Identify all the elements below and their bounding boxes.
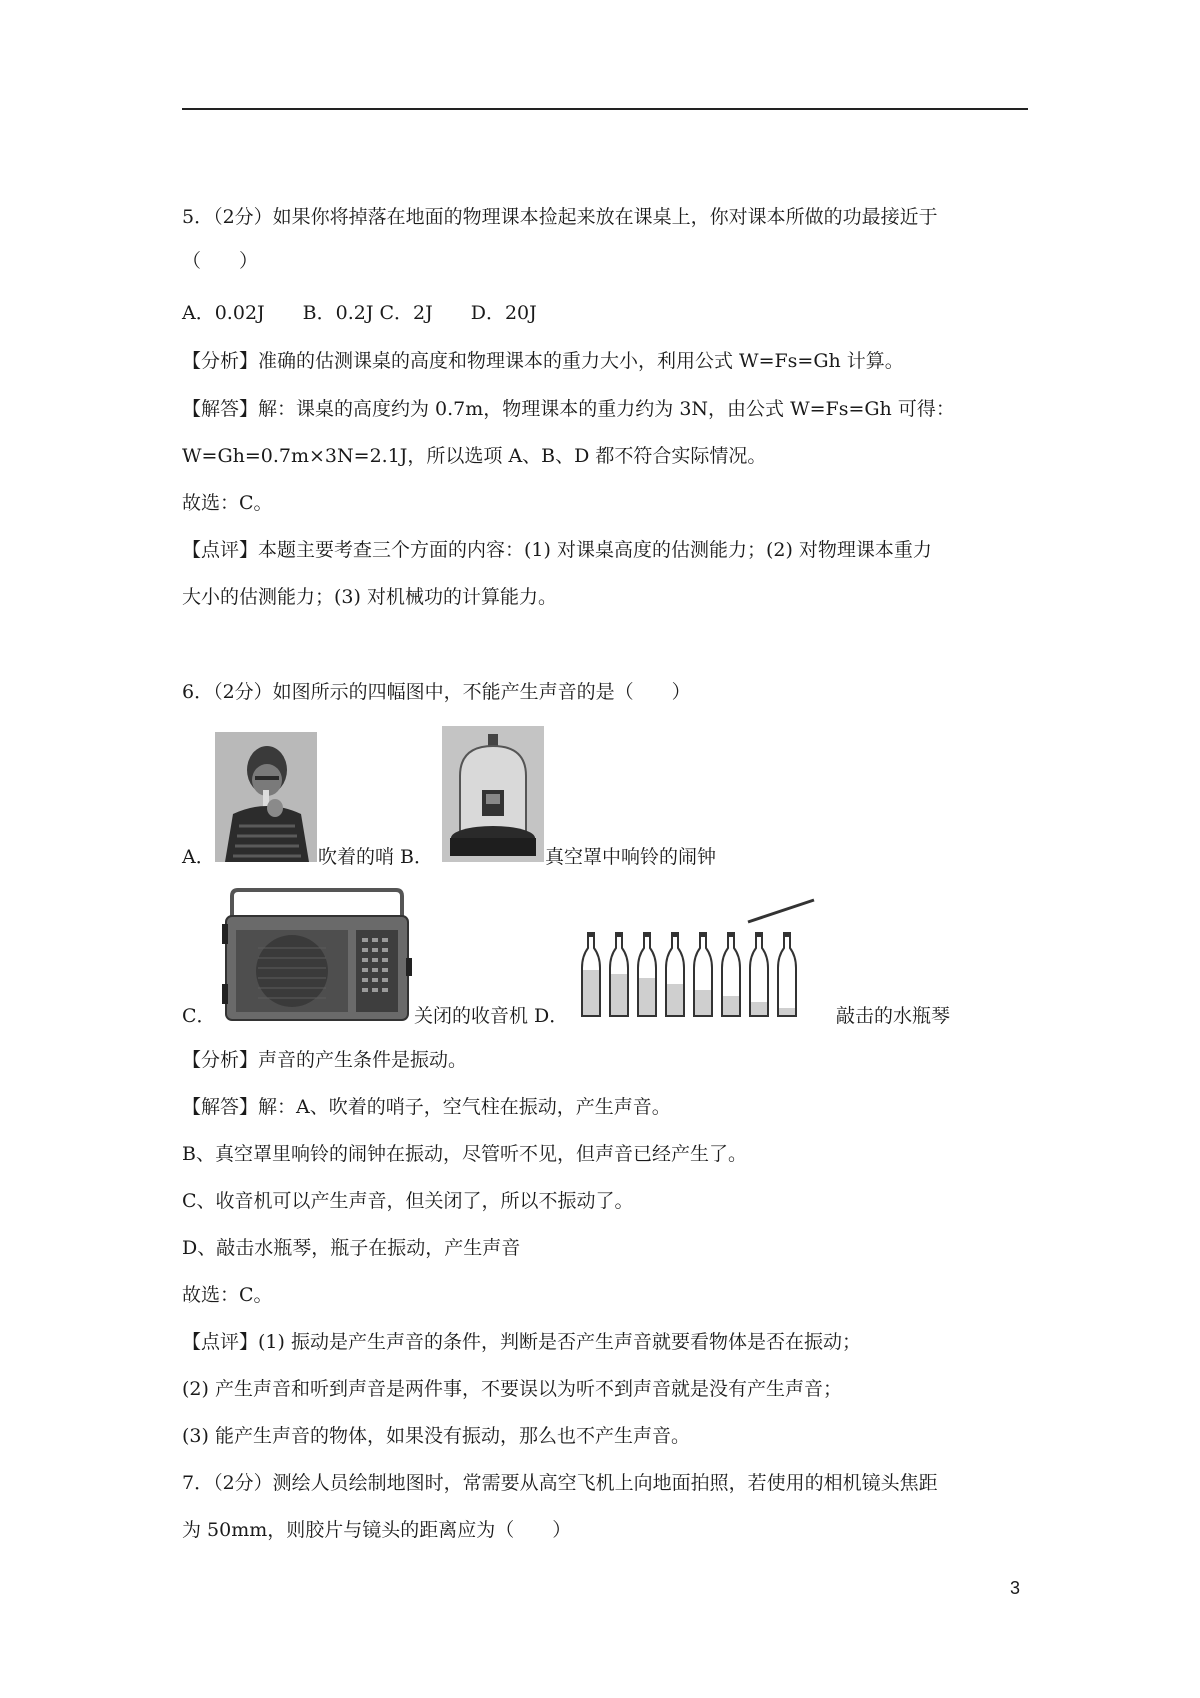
q5-stem-line2: （ ） [182, 250, 259, 272]
q7-stem-line2: 为 50mm，则胶片与镜头的距离应为（ ） [182, 1519, 572, 1541]
q6-option-c-letter: C． [182, 1005, 216, 1027]
q5-options: A．0.02J B．0.2J C．2J D．20J [182, 302, 537, 324]
q6-option-a-caption: 吹着的哨 B． [318, 846, 434, 868]
q6-comment-line1: 【点评】(1) 振动是产生声音的条件，判断是否产生声音就要看物体是否在振动； [182, 1331, 861, 1353]
q6-solution-line4: D、敲击水瓶琴，瓶子在振动，产生声音 [182, 1237, 521, 1259]
q6-solution-line2: B、真空罩里响铃的闹钟在振动，尽管听不见，但声音已经产生了。 [182, 1143, 747, 1165]
radio-photo [222, 888, 412, 1022]
q6-answer: 故选：C。 [182, 1284, 273, 1306]
q5-analysis: 【分析】准确的估测课桌的高度和物理课本的重力大小，利用公式 W=Fs=Gh 计算。 [182, 350, 904, 372]
q6-stem: 6．（2分）如图所示的四幅图中，不能产生声音的是（ ） [182, 681, 691, 703]
q5-solution-line2: W=Gh=0.7m×3N=2.1J，所以选项 A、B、D 都不符合实际情况。 [182, 445, 767, 467]
q5-comment-line2: 大小的估测能力；(3) 对机械功的计算能力。 [182, 586, 557, 608]
q6-solution-line1: 【解答】解：A、吹着的哨子，空气柱在振动，产生声音。 [182, 1096, 671, 1118]
header-rule [182, 108, 1028, 110]
q6-analysis: 【分析】声音的产生条件是振动。 [182, 1049, 468, 1071]
water-bottle-xylophone-figure [578, 898, 816, 1024]
q5-comment-line1: 【点评】本题主要考查三个方面的内容：(1) 对课桌高度的估测能力；(2) 对物理课本重力 [182, 539, 932, 561]
q6-option-d-caption: 敲击的水瓶琴 [836, 1005, 951, 1027]
q5-stem-line1: 5．（2分）如果你将掉落在地面的物理课本捡起来放在课桌上，你对课本所做的功最接近于 [182, 206, 938, 228]
boy-whistle-photo [215, 732, 317, 862]
vacuum-bell-jar-photo [442, 726, 544, 862]
q5-answer: 故选：C。 [182, 492, 273, 514]
q5-solution-line1: 【解答】解：课桌的高度约为 0.7m，物理课本的重力约为 3N，由公式 W=Fs=Gh 可得： [182, 398, 955, 420]
q6-option-a-letter: A． [182, 846, 215, 868]
q6-option-b-caption: 真空罩中响铃的闹钟 [545, 846, 717, 868]
q6-comment-line3: (3) 能产生声音的物体，如果没有振动，那么也不产生声音。 [182, 1425, 690, 1447]
q7-stem-line1: 7．（2分）测绘人员绘制地图时，常需要从高空飞机上向地面拍照，若使用的相机镜头焦距 [182, 1472, 938, 1494]
q6-comment-line2: (2) 产生声音和听到声音是两件事，不要误以为听不到声音就是没有产生声音； [182, 1378, 842, 1400]
q6-solution-line3: C、收音机可以产生声音，但关闭了，所以不振动了。 [182, 1190, 634, 1212]
page-number: 3 [1010, 1578, 1021, 1598]
q6-option-c-caption: 关闭的收音机 D． [414, 1005, 569, 1027]
